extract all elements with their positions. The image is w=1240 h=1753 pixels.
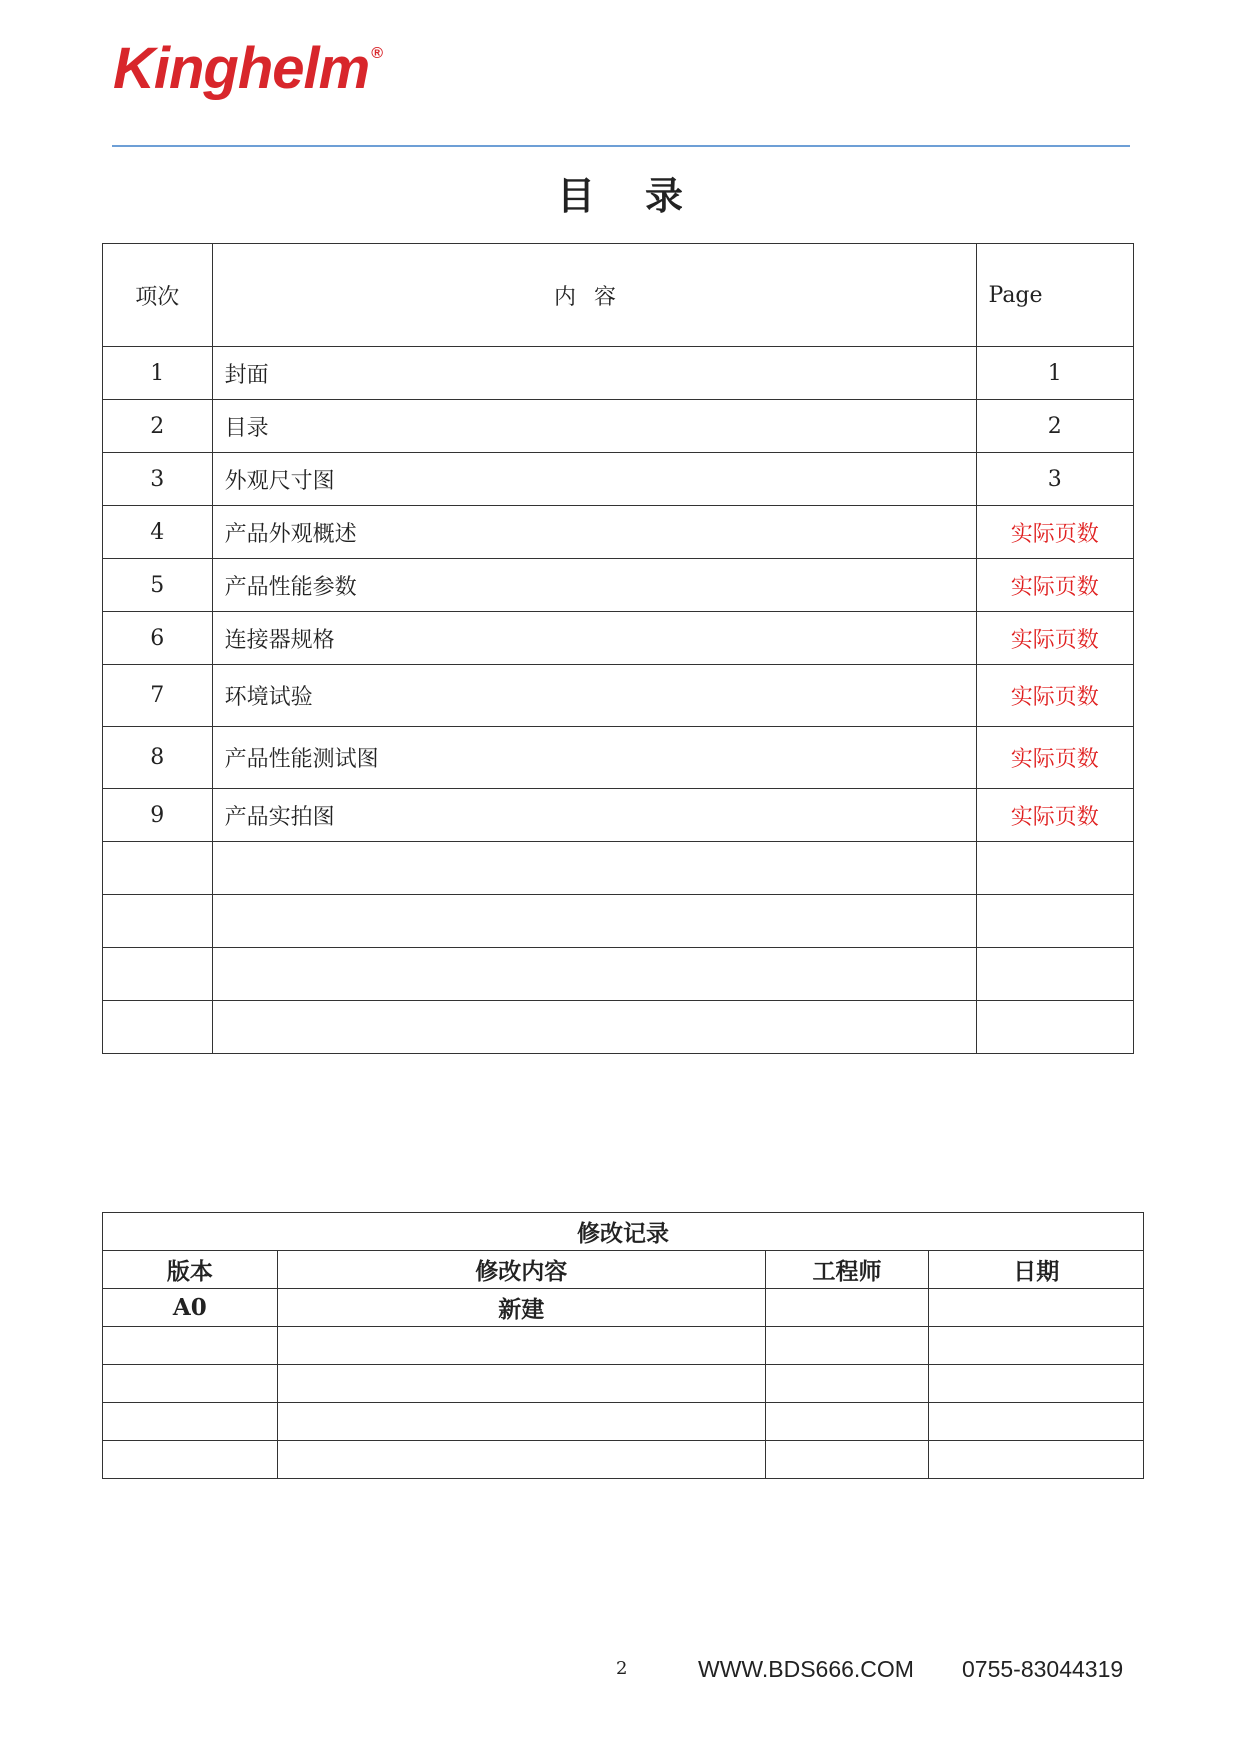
kinghelm-logo: Kinghelm ® (113, 36, 383, 101)
toc-header-row (103, 244, 1134, 347)
toc-empty-row (103, 1001, 1134, 1054)
toc-header-content: 内容 (212, 244, 976, 347)
revision-header-engineer: 工程师 (765, 1251, 929, 1289)
toc-content: 封面 (212, 347, 976, 400)
toc-header-index: 项次 (103, 244, 213, 347)
toc-page: 实际页数 (976, 665, 1134, 727)
toc-page: 实际页数 (976, 727, 1134, 789)
toc-index: 5 (103, 559, 213, 612)
revision-table (102, 1212, 1144, 1479)
page-footer (0, 1656, 1240, 1686)
revision-empty-row (103, 1441, 1144, 1479)
toc-content: 产品实拍图 (212, 789, 976, 842)
toc-page: 实际页数 (976, 789, 1134, 842)
toc-content: 环境试验 (212, 665, 976, 727)
toc-row (103, 453, 1134, 506)
toc-index: 3 (103, 453, 213, 506)
toc-row (103, 665, 1134, 727)
toc-row (103, 400, 1134, 453)
toc-page: 实际页数 (976, 506, 1134, 559)
toc-index: 8 (103, 727, 213, 789)
phone-number: 0755-83044319 (962, 1656, 1124, 1682)
toc-page: 实际页数 (976, 559, 1134, 612)
toc-index: 4 (103, 506, 213, 559)
toc-page: 实际页数 (976, 612, 1134, 665)
toc-row (103, 789, 1134, 842)
toc-row (103, 727, 1134, 789)
page-number: 2 (616, 1658, 628, 1679)
revision-empty-row (103, 1327, 1144, 1365)
revision-title: 修改记录 (103, 1213, 1144, 1251)
revision-engineer (765, 1289, 929, 1327)
toc-row (103, 612, 1134, 665)
revision-content: 新建 (277, 1289, 765, 1327)
toc-content: 产品外观概述 (212, 506, 976, 559)
page-title: 目录 (556, 174, 733, 218)
revision-date (929, 1289, 1144, 1327)
toc-page: 1 (976, 347, 1134, 400)
toc-index: 2 (103, 400, 213, 453)
toc-page: 2 (976, 400, 1134, 453)
toc-content: 连接器规格 (212, 612, 976, 665)
toc-content: 目录 (212, 400, 976, 453)
revision-row (103, 1289, 1144, 1327)
toc-index: 1 (103, 347, 213, 400)
toc-row (103, 347, 1134, 400)
toc-empty-row (103, 948, 1134, 1001)
toc-content: 外观尺寸图 (212, 453, 976, 506)
toc-empty-row (103, 895, 1134, 948)
revision-title-row (103, 1213, 1144, 1251)
website-link[interactable]: WWW.BDS666.COM (698, 1656, 914, 1682)
toc-row (103, 506, 1134, 559)
revision-version: A0 (103, 1289, 278, 1327)
toc-empty-row (103, 842, 1134, 895)
toc-content: 产品性能参数 (212, 559, 976, 612)
toc-index: 7 (103, 665, 213, 727)
toc-table (102, 243, 1134, 1054)
toc-index: 6 (103, 612, 213, 665)
toc-row (103, 559, 1134, 612)
toc-index: 9 (103, 789, 213, 842)
revision-empty-row (103, 1365, 1144, 1403)
revision-header-row (103, 1251, 1144, 1289)
revision-header-version: 版本 (103, 1251, 278, 1289)
toc-page: 3 (976, 453, 1134, 506)
header-divider (112, 145, 1130, 147)
revision-header-content: 修改内容 (277, 1251, 765, 1289)
toc-content: 产品性能测试图 (212, 727, 976, 789)
toc-header-page: Page (976, 244, 1134, 347)
revision-empty-row (103, 1403, 1144, 1441)
revision-header-date: 日期 (929, 1251, 1144, 1289)
